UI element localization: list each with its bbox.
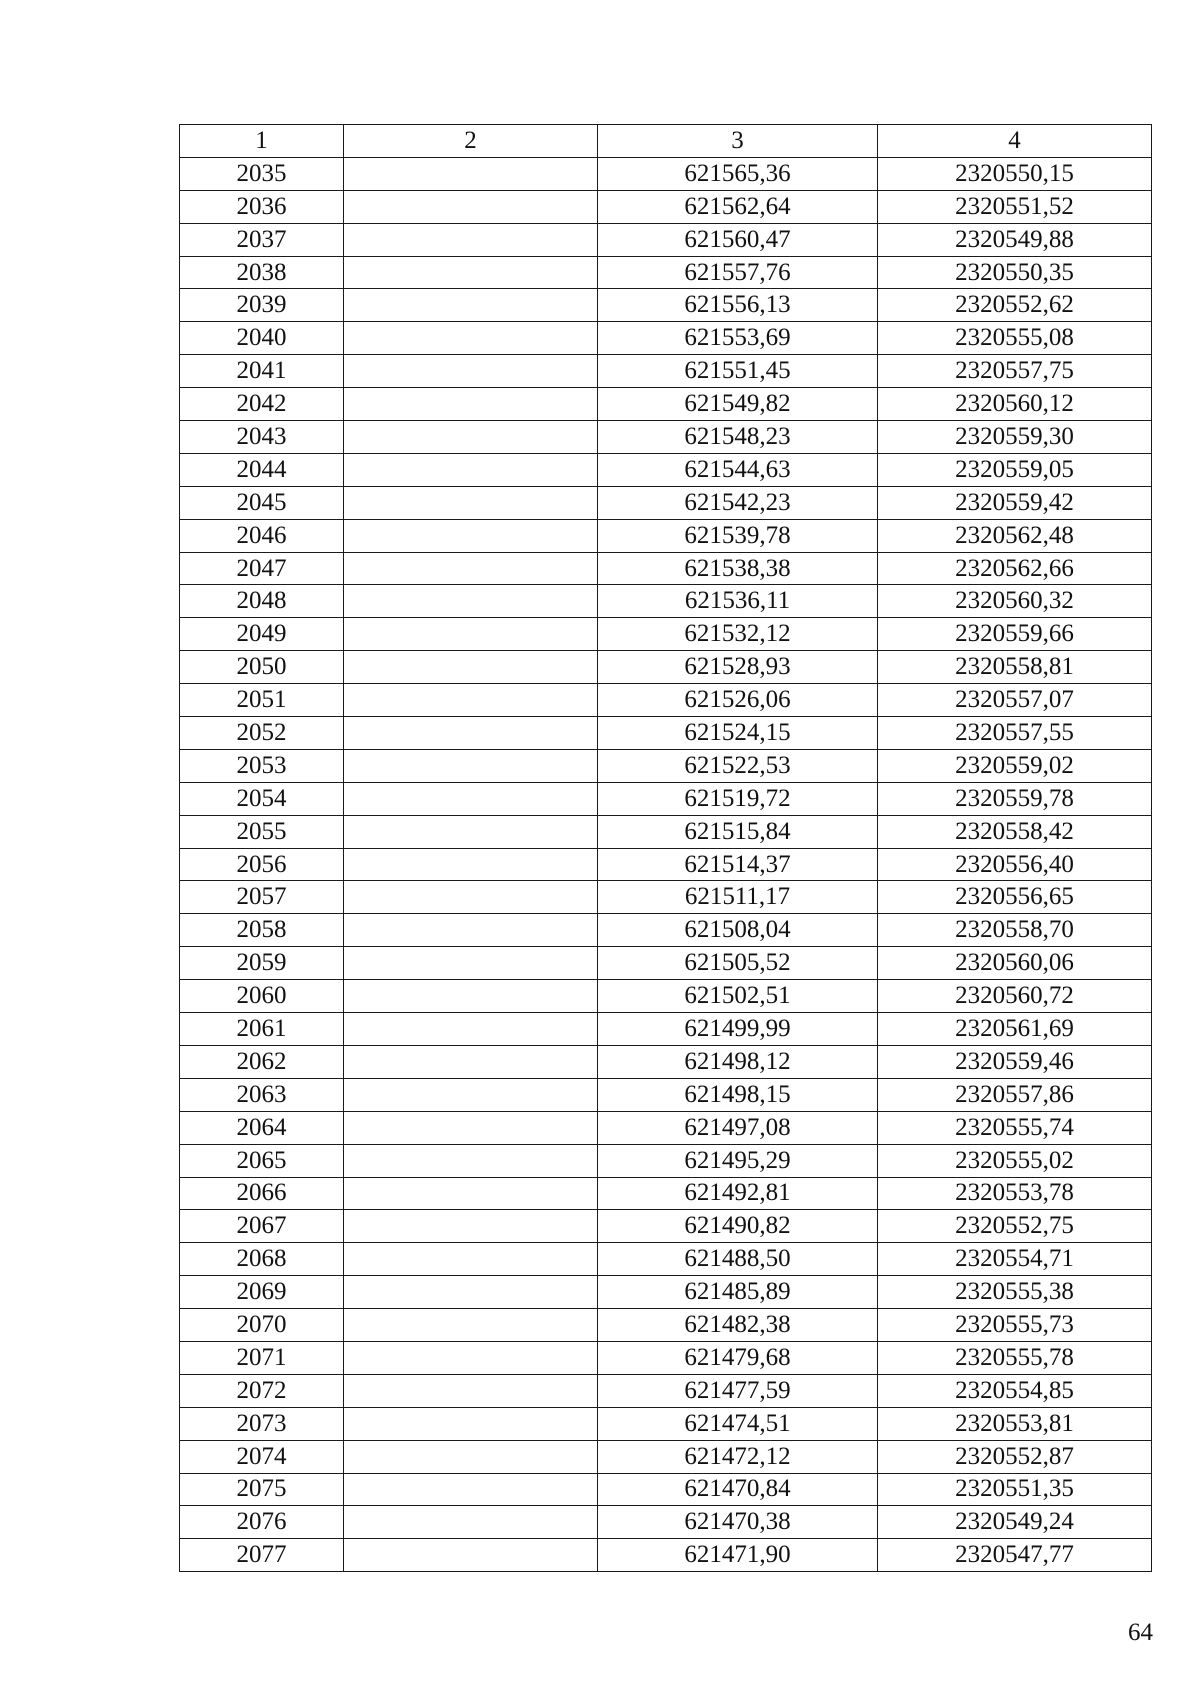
table-row [180, 1045, 1152, 1078]
point-number-cell: 2069 [180, 1276, 344, 1309]
x-coordinate-cell: 621499,99 [598, 1013, 878, 1046]
point-number-cell: 2040 [180, 322, 344, 355]
table-row [180, 749, 1152, 782]
point-number-cell: 2048 [180, 585, 344, 618]
y-coordinate-cell: 2320559,78 [878, 782, 1152, 815]
empty-cell [344, 1210, 598, 1243]
y-coordinate-cell: 2320558,70 [878, 914, 1152, 947]
x-coordinate-cell: 621542,23 [598, 486, 878, 519]
point-number-cell: 2074 [180, 1440, 344, 1473]
point-number-cell: 2058 [180, 914, 344, 947]
point-number-cell: 2073 [180, 1407, 344, 1440]
point-number-cell: 2076 [180, 1506, 344, 1539]
y-coordinate-cell: 2320555,73 [878, 1309, 1152, 1342]
y-coordinate-cell: 2320553,78 [878, 1177, 1152, 1210]
table-row [180, 421, 1152, 454]
empty-cell [344, 815, 598, 848]
point-number-cell: 2039 [180, 289, 344, 322]
empty-cell [344, 1243, 598, 1276]
empty-cell [344, 1078, 598, 1111]
y-coordinate-cell: 2320557,86 [878, 1078, 1152, 1111]
empty-cell [344, 355, 598, 388]
point-number-cell: 2050 [180, 651, 344, 684]
x-coordinate-cell: 621556,13 [598, 289, 878, 322]
table-row [180, 453, 1152, 486]
empty-cell [344, 1276, 598, 1309]
x-coordinate-cell: 621497,08 [598, 1111, 878, 1144]
point-number-cell: 2062 [180, 1045, 344, 1078]
table-row [180, 881, 1152, 914]
x-coordinate-cell: 621482,38 [598, 1309, 878, 1342]
y-coordinate-cell: 2320555,38 [878, 1276, 1152, 1309]
empty-cell [344, 914, 598, 947]
y-coordinate-cell: 2320551,35 [878, 1473, 1152, 1506]
y-coordinate-cell: 2320556,65 [878, 881, 1152, 914]
x-coordinate-cell: 621549,82 [598, 388, 878, 421]
table-row [180, 848, 1152, 881]
table-row [180, 585, 1152, 618]
x-coordinate-cell: 621502,51 [598, 980, 878, 1013]
y-coordinate-cell: 2320561,69 [878, 1013, 1152, 1046]
table-row [180, 651, 1152, 684]
y-coordinate-cell: 2320557,07 [878, 684, 1152, 717]
y-coordinate-cell: 2320552,62 [878, 289, 1152, 322]
y-coordinate-cell: 2320554,85 [878, 1374, 1152, 1407]
y-coordinate-cell: 2320555,08 [878, 322, 1152, 355]
table-row [180, 486, 1152, 519]
y-coordinate-cell: 2320560,32 [878, 585, 1152, 618]
point-number-cell: 2061 [180, 1013, 344, 1046]
empty-cell [344, 519, 598, 552]
column-header-4: 4 [878, 125, 1152, 158]
table-row [180, 1078, 1152, 1111]
x-coordinate-cell: 621565,36 [598, 157, 878, 190]
x-coordinate-cell: 621508,04 [598, 914, 878, 947]
table-row [180, 815, 1152, 848]
x-coordinate-cell: 621514,37 [598, 848, 878, 881]
x-coordinate-cell: 621470,84 [598, 1473, 878, 1506]
empty-cell [344, 980, 598, 1013]
x-coordinate-cell: 621538,38 [598, 552, 878, 585]
x-coordinate-cell: 621539,78 [598, 519, 878, 552]
column-header-1: 1 [180, 125, 344, 158]
table-row [180, 388, 1152, 421]
table-row [180, 914, 1152, 947]
empty-cell [344, 552, 598, 585]
point-number-cell: 2036 [180, 190, 344, 223]
empty-cell [344, 1473, 598, 1506]
empty-cell [344, 1341, 598, 1374]
empty-cell [344, 1440, 598, 1473]
point-number-cell: 2060 [180, 980, 344, 1013]
x-coordinate-cell: 621515,84 [598, 815, 878, 848]
x-coordinate-cell: 621485,89 [598, 1276, 878, 1309]
y-coordinate-cell: 2320560,72 [878, 980, 1152, 1013]
point-number-cell: 2075 [180, 1473, 344, 1506]
y-coordinate-cell: 2320549,24 [878, 1506, 1152, 1539]
table-row [180, 1210, 1152, 1243]
y-coordinate-cell: 2320554,71 [878, 1243, 1152, 1276]
empty-cell [344, 289, 598, 322]
point-number-cell: 2037 [180, 223, 344, 256]
y-coordinate-cell: 2320550,35 [878, 256, 1152, 289]
x-coordinate-cell: 621492,81 [598, 1177, 878, 1210]
point-number-cell: 2052 [180, 717, 344, 750]
point-number-cell: 2051 [180, 684, 344, 717]
x-coordinate-cell: 621553,69 [598, 322, 878, 355]
point-number-cell: 2064 [180, 1111, 344, 1144]
empty-cell [344, 421, 598, 454]
table-row [180, 190, 1152, 223]
x-coordinate-cell: 621560,47 [598, 223, 878, 256]
table-row [180, 552, 1152, 585]
empty-cell [344, 322, 598, 355]
y-coordinate-cell: 2320549,88 [878, 223, 1152, 256]
y-coordinate-cell: 2320550,15 [878, 157, 1152, 190]
y-coordinate-cell: 2320552,75 [878, 1210, 1152, 1243]
table-row [180, 1013, 1152, 1046]
table-row [180, 1111, 1152, 1144]
table-row [180, 1473, 1152, 1506]
x-coordinate-cell: 621562,64 [598, 190, 878, 223]
empty-cell [344, 1309, 598, 1342]
point-number-cell: 2044 [180, 453, 344, 486]
y-coordinate-cell: 2320559,46 [878, 1045, 1152, 1078]
empty-cell [344, 1144, 598, 1177]
y-coordinate-cell: 2320559,02 [878, 749, 1152, 782]
point-number-cell: 2055 [180, 815, 344, 848]
table-row [180, 157, 1152, 190]
point-number-cell: 2063 [180, 1078, 344, 1111]
empty-cell [344, 1506, 598, 1539]
table-row [180, 1309, 1152, 1342]
empty-cell [344, 848, 598, 881]
empty-cell [344, 1045, 598, 1078]
coordinates-table [179, 124, 1152, 1572]
page-number: 64 [1128, 1619, 1153, 1646]
y-coordinate-cell: 2320560,06 [878, 947, 1152, 980]
x-coordinate-cell: 621532,12 [598, 618, 878, 651]
empty-cell [344, 947, 598, 980]
empty-cell [344, 256, 598, 289]
table-header [180, 125, 1152, 158]
table-row [180, 1407, 1152, 1440]
table-row [180, 684, 1152, 717]
x-coordinate-cell: 621557,76 [598, 256, 878, 289]
x-coordinate-cell: 621548,23 [598, 421, 878, 454]
x-coordinate-cell: 621472,12 [598, 1440, 878, 1473]
y-coordinate-cell: 2320559,66 [878, 618, 1152, 651]
point-number-cell: 2072 [180, 1374, 344, 1407]
table-row [180, 1539, 1152, 1572]
header-row [180, 125, 1152, 158]
empty-cell [344, 618, 598, 651]
y-coordinate-cell: 2320547,77 [878, 1539, 1152, 1572]
x-coordinate-cell: 621498,15 [598, 1078, 878, 1111]
point-number-cell: 2053 [180, 749, 344, 782]
empty-cell [344, 1374, 598, 1407]
point-number-cell: 2049 [180, 618, 344, 651]
point-number-cell: 2068 [180, 1243, 344, 1276]
empty-cell [344, 585, 598, 618]
y-coordinate-cell: 2320558,81 [878, 651, 1152, 684]
x-coordinate-cell: 621498,12 [598, 1045, 878, 1078]
y-coordinate-cell: 2320555,74 [878, 1111, 1152, 1144]
x-coordinate-cell: 621522,53 [598, 749, 878, 782]
empty-cell [344, 749, 598, 782]
empty-cell [344, 388, 598, 421]
y-coordinate-cell: 2320559,30 [878, 421, 1152, 454]
y-coordinate-cell: 2320555,78 [878, 1341, 1152, 1374]
x-coordinate-cell: 621470,38 [598, 1506, 878, 1539]
x-coordinate-cell: 621524,15 [598, 717, 878, 750]
empty-cell [344, 1407, 598, 1440]
x-coordinate-cell: 621488,50 [598, 1243, 878, 1276]
x-coordinate-cell: 621544,63 [598, 453, 878, 486]
table-row [180, 1374, 1152, 1407]
point-number-cell: 2041 [180, 355, 344, 388]
y-coordinate-cell: 2320559,05 [878, 453, 1152, 486]
table-row [180, 519, 1152, 552]
y-coordinate-cell: 2320551,52 [878, 190, 1152, 223]
point-number-cell: 2065 [180, 1144, 344, 1177]
empty-cell [344, 782, 598, 815]
point-number-cell: 2066 [180, 1177, 344, 1210]
y-coordinate-cell: 2320552,87 [878, 1440, 1152, 1473]
x-coordinate-cell: 621479,68 [598, 1341, 878, 1374]
table-row [180, 223, 1152, 256]
point-number-cell: 2038 [180, 256, 344, 289]
point-number-cell: 2067 [180, 1210, 344, 1243]
empty-cell [344, 1013, 598, 1046]
point-number-cell: 2035 [180, 157, 344, 190]
empty-cell [344, 190, 598, 223]
empty-cell [344, 881, 598, 914]
point-number-cell: 2077 [180, 1539, 344, 1572]
y-coordinate-cell: 2320560,12 [878, 388, 1152, 421]
x-coordinate-cell: 621471,90 [598, 1539, 878, 1572]
table-row [180, 980, 1152, 1013]
table-row [180, 947, 1152, 980]
x-coordinate-cell: 621511,17 [598, 881, 878, 914]
point-number-cell: 2070 [180, 1309, 344, 1342]
empty-cell [344, 453, 598, 486]
point-number-cell: 2071 [180, 1341, 344, 1374]
table-row [180, 256, 1152, 289]
empty-cell [344, 1177, 598, 1210]
point-number-cell: 2057 [180, 881, 344, 914]
empty-cell [344, 1111, 598, 1144]
y-coordinate-cell: 2320557,75 [878, 355, 1152, 388]
table-row [180, 782, 1152, 815]
y-coordinate-cell: 2320553,81 [878, 1407, 1152, 1440]
point-number-cell: 2056 [180, 848, 344, 881]
x-coordinate-cell: 621551,45 [598, 355, 878, 388]
empty-cell [344, 717, 598, 750]
point-number-cell: 2054 [180, 782, 344, 815]
y-coordinate-cell: 2320556,40 [878, 848, 1152, 881]
x-coordinate-cell: 621526,06 [598, 684, 878, 717]
column-header-3: 3 [598, 125, 878, 158]
table-row [180, 717, 1152, 750]
table-row [180, 1341, 1152, 1374]
table-row [180, 618, 1152, 651]
x-coordinate-cell: 621536,11 [598, 585, 878, 618]
y-coordinate-cell: 2320558,42 [878, 815, 1152, 848]
y-coordinate-cell: 2320559,42 [878, 486, 1152, 519]
y-coordinate-cell: 2320557,55 [878, 717, 1152, 750]
x-coordinate-cell: 621474,51 [598, 1407, 878, 1440]
empty-cell [344, 486, 598, 519]
table-row [180, 289, 1152, 322]
table-row [180, 1506, 1152, 1539]
empty-cell [344, 684, 598, 717]
point-number-cell: 2059 [180, 947, 344, 980]
table-row [180, 1440, 1152, 1473]
table-row [180, 1177, 1152, 1210]
table-row [180, 1144, 1152, 1177]
table-row [180, 1276, 1152, 1309]
x-coordinate-cell: 621495,29 [598, 1144, 878, 1177]
point-number-cell: 2046 [180, 519, 344, 552]
y-coordinate-cell: 2320555,02 [878, 1144, 1152, 1177]
empty-cell [344, 157, 598, 190]
empty-cell [344, 1539, 598, 1572]
table-row [180, 1243, 1152, 1276]
point-number-cell: 2047 [180, 552, 344, 585]
x-coordinate-cell: 621490,82 [598, 1210, 878, 1243]
x-coordinate-cell: 621519,72 [598, 782, 878, 815]
point-number-cell: 2045 [180, 486, 344, 519]
table-row [180, 355, 1152, 388]
x-coordinate-cell: 621528,93 [598, 651, 878, 684]
table-body [180, 157, 1152, 1571]
table-row [180, 322, 1152, 355]
x-coordinate-cell: 621477,59 [598, 1374, 878, 1407]
empty-cell [344, 651, 598, 684]
x-coordinate-cell: 621505,52 [598, 947, 878, 980]
point-number-cell: 2042 [180, 388, 344, 421]
column-header-2: 2 [344, 125, 598, 158]
point-number-cell: 2043 [180, 421, 344, 454]
y-coordinate-cell: 2320562,66 [878, 552, 1152, 585]
y-coordinate-cell: 2320562,48 [878, 519, 1152, 552]
empty-cell [344, 223, 598, 256]
